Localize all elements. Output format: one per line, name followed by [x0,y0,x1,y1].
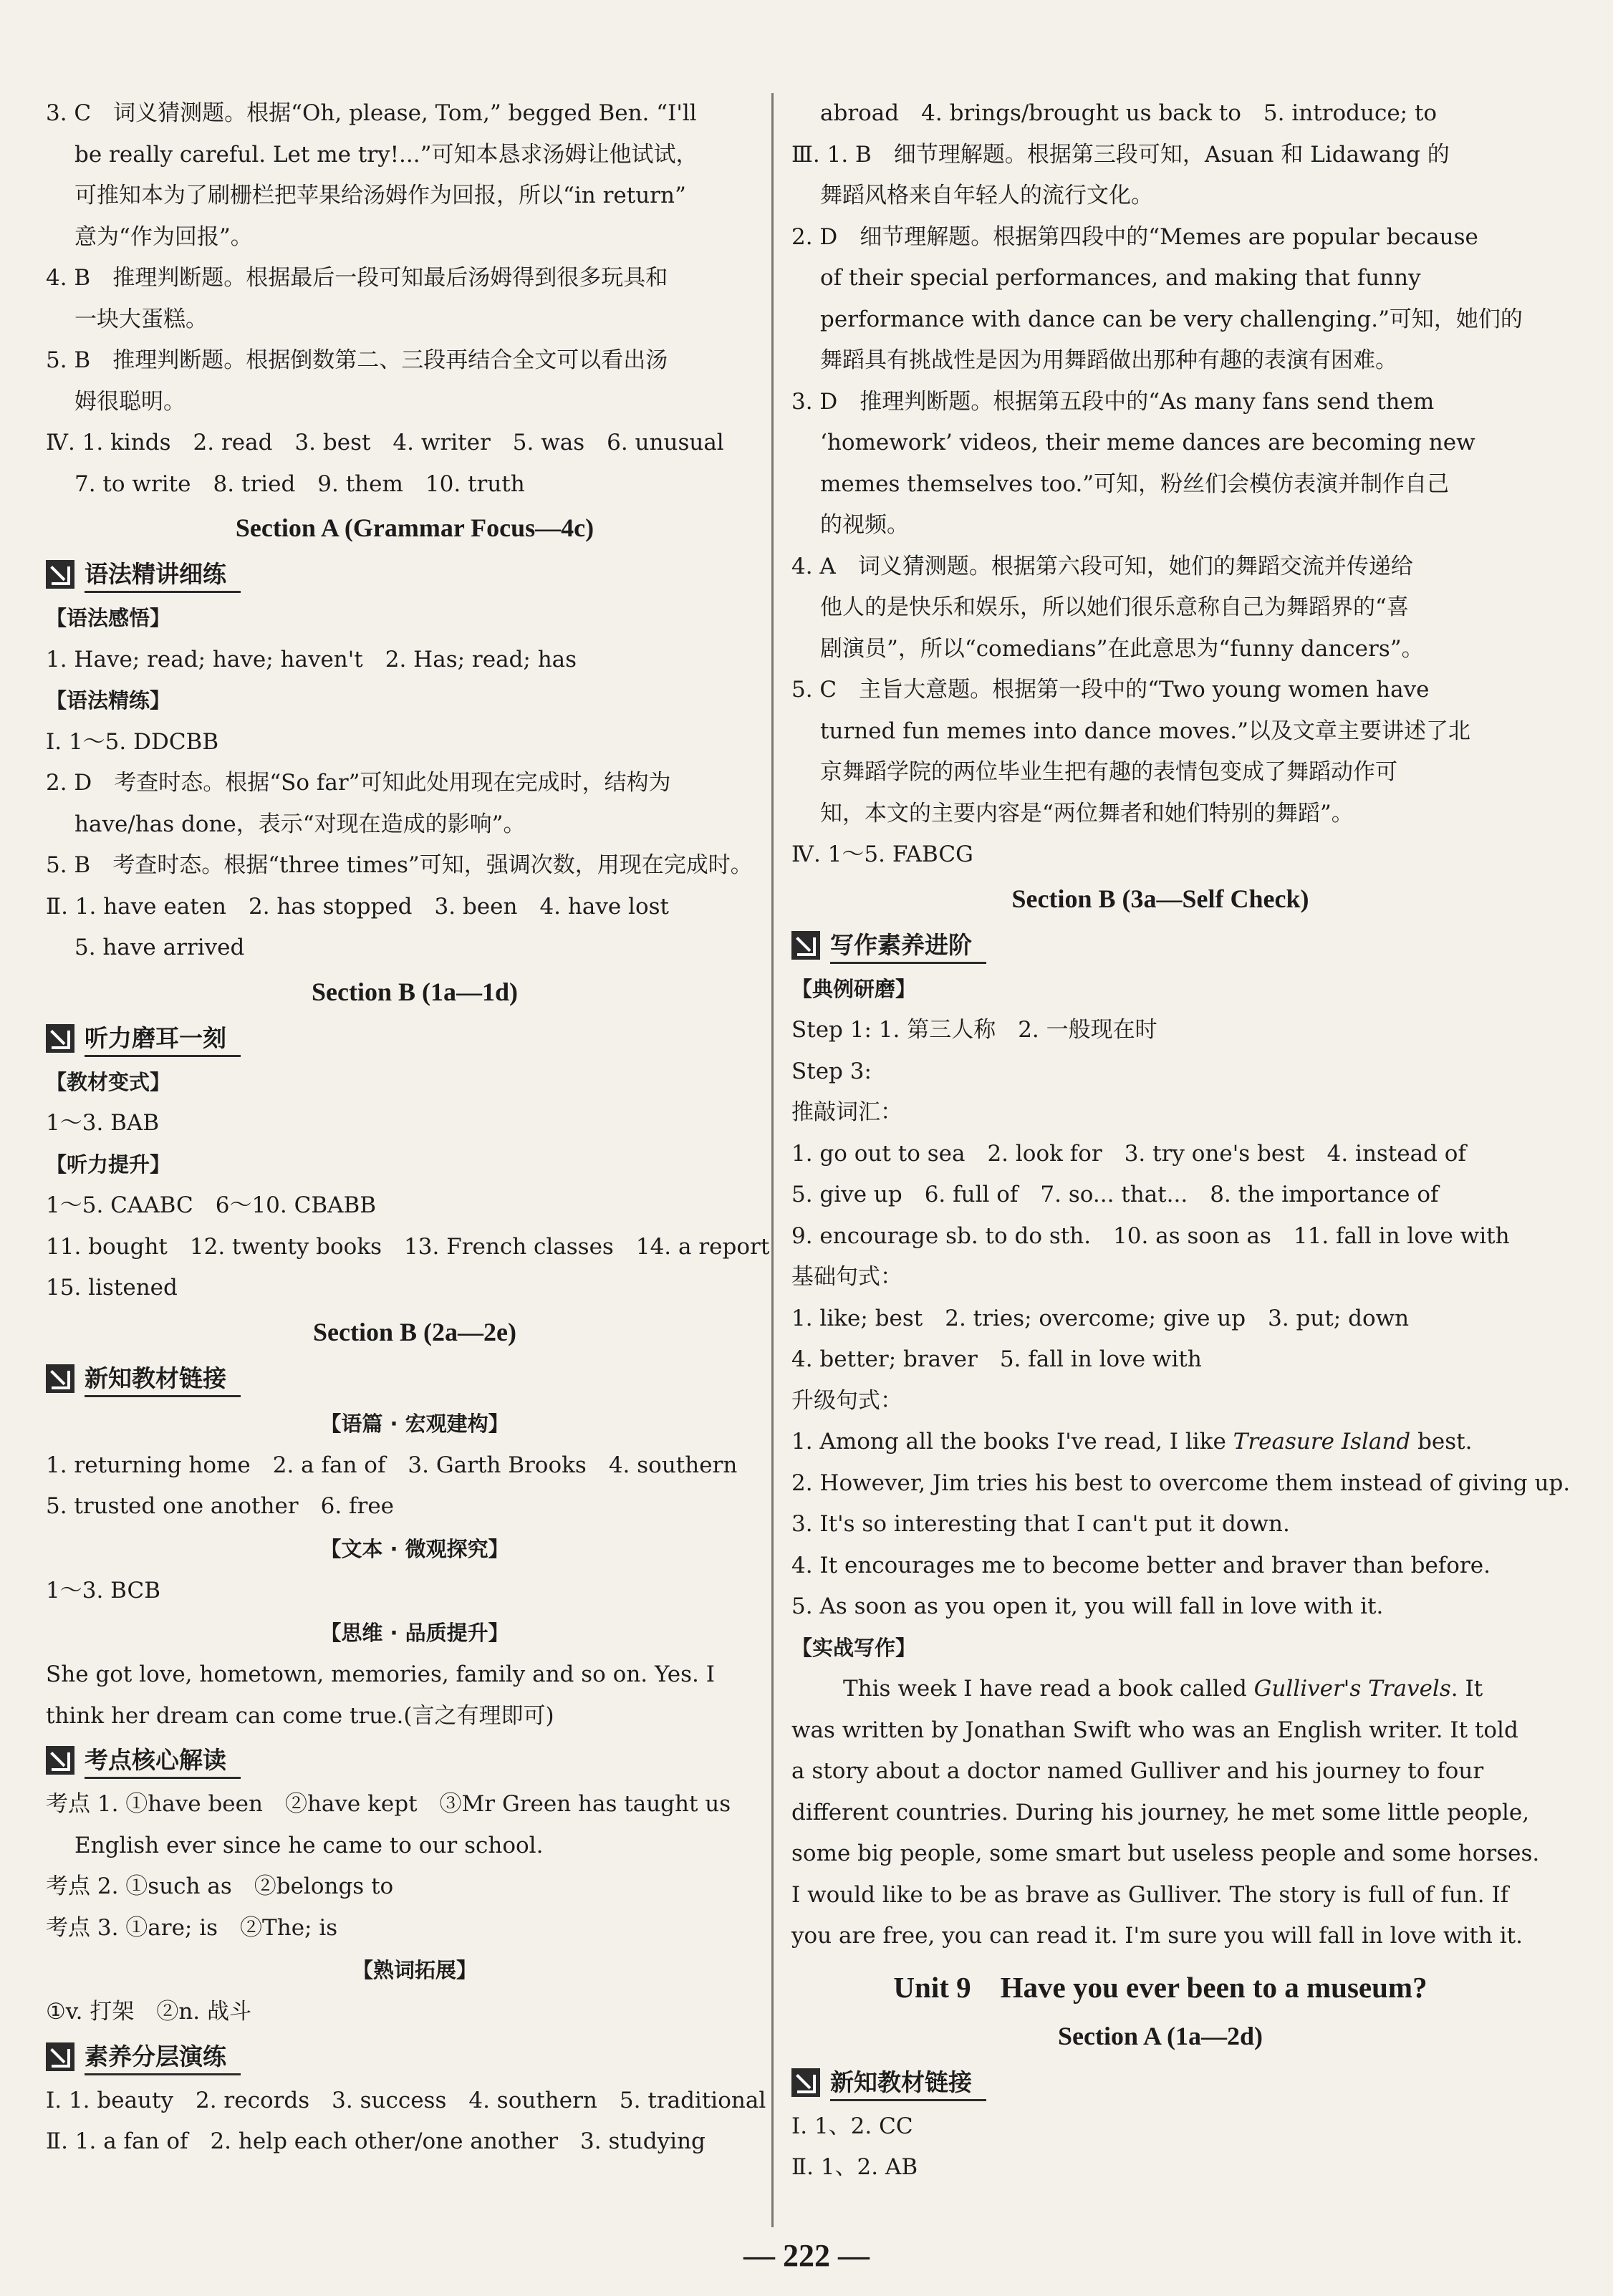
answer-line: 考点 2. ①such as ②belongs to [46,1873,394,1899]
answer-line: 1～3. BAB [46,1110,160,1136]
check-square-icon [46,1746,74,1775]
answer-line: 4. It encourages me to become better and braver than before. [791,1552,1491,1578]
answer-line: 5. As soon as you open it, you will fall in love with it. [791,1593,1384,1619]
answer-line: 1. Have; read; have; haven't 2. Has; read; has [46,646,577,672]
answer-line: abroad 4. brings/brought us back to 5. introduce; to [820,100,1438,126]
check-square-icon [46,2042,74,2071]
answer-line: ‘homework’ videos, their meme dances are becoming new [820,430,1475,455]
answer-line: 7. to write 8. tried 9. them 10. truth [74,471,525,497]
block-heading [791,2062,1529,2103]
essay-line: you are free, you can read it. I'm sure you will fall in love with it. [791,1923,1523,1949]
answer-line: 1～5. CAABC 6～10. CBABB [46,1192,377,1218]
bracket-label: 【语法感悟】 [46,606,171,630]
bracket-label: 【教材变式】 [46,1069,171,1094]
section-heading: Section A (Grammar Focus—4c) [235,513,594,542]
answer-line: English ever since he came to our school. [74,1832,544,1858]
check-square-icon [791,2068,820,2097]
answer-line: 5. C 主旨大意题。根据第一段中的“Two young women have [791,677,1430,703]
answer-line: 他人的是快乐和娱乐，所以她们很乐意称自己为舞蹈界的“喜 [820,594,1409,620]
bracket-label: 【思维 · 品质提升】 [320,1621,509,1645]
block-heading-label: 考点核心解读 [85,1742,241,1779]
bracket-label: 【文本 · 微观探究】 [320,1536,509,1561]
answer-line: 1. like; best 2. tries; overcome; give up 3. put; down [791,1305,1410,1331]
answer-line: 2. D 考查时态。根据“So far”可知此处用现在完成时，结构为 [46,770,671,796]
bracket-label: 【语篇 · 宏观建构】 [320,1411,509,1436]
answer-line: 考点 1. ①have been ②have kept ③Mr Green has taught us [46,1791,731,1817]
answer-line: 9. encourage sb. to do sth. 10. as soon as 11. fall in love with [791,1222,1510,1249]
section-heading: Section B (1a—1d) [312,977,518,1006]
answer-line: 2. D 细节理解题。根据第四段中的“Memes are popular because [791,223,1478,250]
answer-line: 4. A 词义猜测题。根据第六段可知，她们的舞蹈交流并传递给 [791,553,1413,579]
block-heading [46,2036,784,2078]
answer-line: Ⅱ. 1、2. AB [791,2154,918,2180]
answer-line: Step 3: [791,1058,872,1084]
answer-line: 升级句式： [791,1387,902,1414]
block-heading-label: 素养分层演练 [85,2038,241,2075]
answer-line: be really careful. Let me try!...”可知本恳求汤姆让他试试， [74,141,698,168]
bracket-label: 【熟词拓展】 [352,1958,477,1982]
answer-line: 2. However, Jim tries his best to overcome them instead of giving up. [791,1470,1571,1496]
answer-line: 5. B 考查时态。根据“three times”可知，强调次数，用现在完成时。 [46,852,753,878]
essay-line: some big people, some smart but useless people and some horses. [791,1841,1540,1866]
page-number: — 222 — [743,2238,870,2273]
check-square-icon [46,1364,74,1393]
bracket-label: 【语法精练】 [46,688,171,713]
answer-line: 1. go out to sea 2. look for 3. try one's best 4. instead of [791,1140,1466,1167]
answer-line: 的视频。 [820,512,909,538]
text-run: best. [1410,1429,1473,1455]
answer-line: ①v. 打架 ②n. 战斗 [46,1999,252,2025]
answer-line: 舞蹈风格来自年轻人的流行文化。 [820,183,1153,208]
left-column [46,93,784,2163]
block-heading-label: 新知教材链接 [830,2064,986,2101]
answer-line: 4. B 推理判断题。根据最后一段可知最后汤姆得到很多玩具和 [46,265,668,291]
block-heading [791,925,1529,966]
text-run: . It [1450,1676,1483,1702]
answer-line: turned fun memes into dance moves.”以及文章主要讲述了北 [820,718,1470,744]
section-heading: Section B (3a—Self Check) [1011,884,1309,913]
block-heading [46,554,784,595]
answer-line: 意为“作为回报”。 [74,223,253,250]
answer-line: 考点 3. ①are; is ②The; is [46,1914,338,1941]
answer-line: think her dream can come true.(言之有理即可) [46,1702,554,1729]
answer-line: 5. B 推理判断题。根据倒数第二、三段再结合全文可以看出汤 [46,347,668,373]
answer-line: 舞蹈具有挑战性是因为用舞蹈做出那种有趣的表演有困难。 [820,347,1397,373]
text-run: 1. Among all the books I've read, I like [791,1429,1233,1455]
answer-line: She got love, hometown, memories, family and so on. Yes. I [46,1661,715,1687]
answer-line: Ⅱ. 1. a fan of 2. help each other/one another 3. studying [46,2128,706,2154]
block-heading-label: 写作素养进阶 [830,927,986,964]
answer-line: 15. listened [46,1275,178,1301]
answer-line: 5. give up 6. full of 7. so... that... 8. the importance of [791,1182,1439,1207]
bracket-label: 【实战写作】 [791,1635,917,1660]
book-title: Treasure Island [1233,1429,1411,1455]
check-square-icon [46,560,74,589]
block-heading [46,1358,784,1399]
answer-line: 知，本文的主要内容是“两位舞者和她们特别的舞蹈”。 [820,800,1354,826]
essay-line: was written by Jonathan Swift who was an English writer. It told [791,1717,1518,1743]
block-heading-label: 新知教材链接 [85,1360,241,1397]
right-column [791,93,1571,2189]
block-heading-label: 语法精讲细练 [85,556,241,593]
essay-line: different countries. During his journey, he met some little people, [791,1799,1530,1825]
answer-line: 剧演员”，所以“comedians”在此意思为“funny dancers”。 [820,635,1424,662]
check-square-icon [46,1024,74,1053]
answer-line: Ⅳ. 1～5. FABCG [791,841,973,867]
answer-line: Ⅱ. 1. have eaten 2. has stopped 3. been 4. have lost [46,893,669,920]
answer-line: 3. D 推理判断题。根据第五段中的“As many fans send them [791,388,1435,415]
answer-line: 5. have arrived [74,935,245,960]
answer-line: Ⅰ. 1. beauty 2. records 3. success 4. southern 5. traditional [46,2087,766,2113]
block-heading [46,1740,784,1781]
answer-line: memes themselves too.”可知，粉丝们会模仿表演并制作自己 [820,471,1450,497]
answer-line [791,1422,1529,1463]
answer-line: of their special performances, and making that funny [820,265,1421,291]
text-run: This week I have read a book called [843,1676,1254,1702]
bracket-label: 【听力提升】 [46,1152,171,1177]
unit-title: Unit 9 Have you ever been to a museum? [893,1970,1427,2004]
answer-line: performance with dance can be very challenging.”可知，她们的 [820,306,1523,332]
block-heading [46,1018,784,1059]
block-heading-label: 听力磨耳一刻 [85,1020,241,1057]
answer-line: 11. bought 12. twenty books 13. French classes 14. a report [46,1233,770,1260]
answer-line: 1. returning home 2. a fan of 3. Garth Brooks 4. southern [46,1452,738,1478]
answer-line: have/has done，表示“对现在造成的影响”。 [74,811,526,837]
answer-line: 5. trusted one another 6. free [46,1493,395,1519]
answer-line: Step 1: 1. 第三人称 2. 一般现在时 [791,1017,1157,1043]
answer-line: 3. C 词义猜测题。根据“Oh, please, Tom,” begged Ben. “I'll [46,100,697,126]
book-title: Gulliver's Travels [1253,1676,1451,1702]
section-heading: Section B (2a—2e) [313,1317,516,1346]
answer-line: 4. better; braver 5. fall in love with [791,1346,1202,1372]
answer-line: Ⅳ. 1. kinds 2. read 3. best 4. writer 5. was 6. unusual [46,430,724,455]
answer-line: 基础句式： [791,1264,902,1290]
check-square-icon [791,931,820,960]
answer-line: Ⅲ. 1. B 细节理解题。根据第三段可知，Asuan 和 Lidawang 的 [791,141,1450,168]
answer-line: Ⅰ. 1、2. CC [791,2113,913,2139]
essay-line: I would like to be as brave as Gulliver. The story is full of fun. If [791,1881,1509,1908]
essay-line: a story about a doctor named Gulliver and his journey to four [791,1758,1484,1784]
answer-line: 推敲词汇： [791,1099,902,1125]
essay-line [791,1669,1529,1710]
answer-line: 1～3. BCB [46,1577,161,1603]
answer-line: 一块大蛋糕。 [74,306,208,332]
answer-line: Ⅰ. 1～5. DDCBB [46,728,219,755]
answer-line: 3. It's so interesting that I can't put it down. [791,1511,1290,1537]
answer-line: 京舞蹈学院的两位毕业生把有趣的表情包变成了舞蹈动作可 [820,759,1397,785]
section-heading: Section A (1a—2d) [1057,2021,1263,2050]
answer-line: 可推知本为了刷栅栏把苹果给汤姆作为回报，所以“in return” [74,183,686,208]
bracket-label: 【典例研磨】 [791,976,917,1001]
answer-line: 姆很聪明。 [74,388,186,415]
